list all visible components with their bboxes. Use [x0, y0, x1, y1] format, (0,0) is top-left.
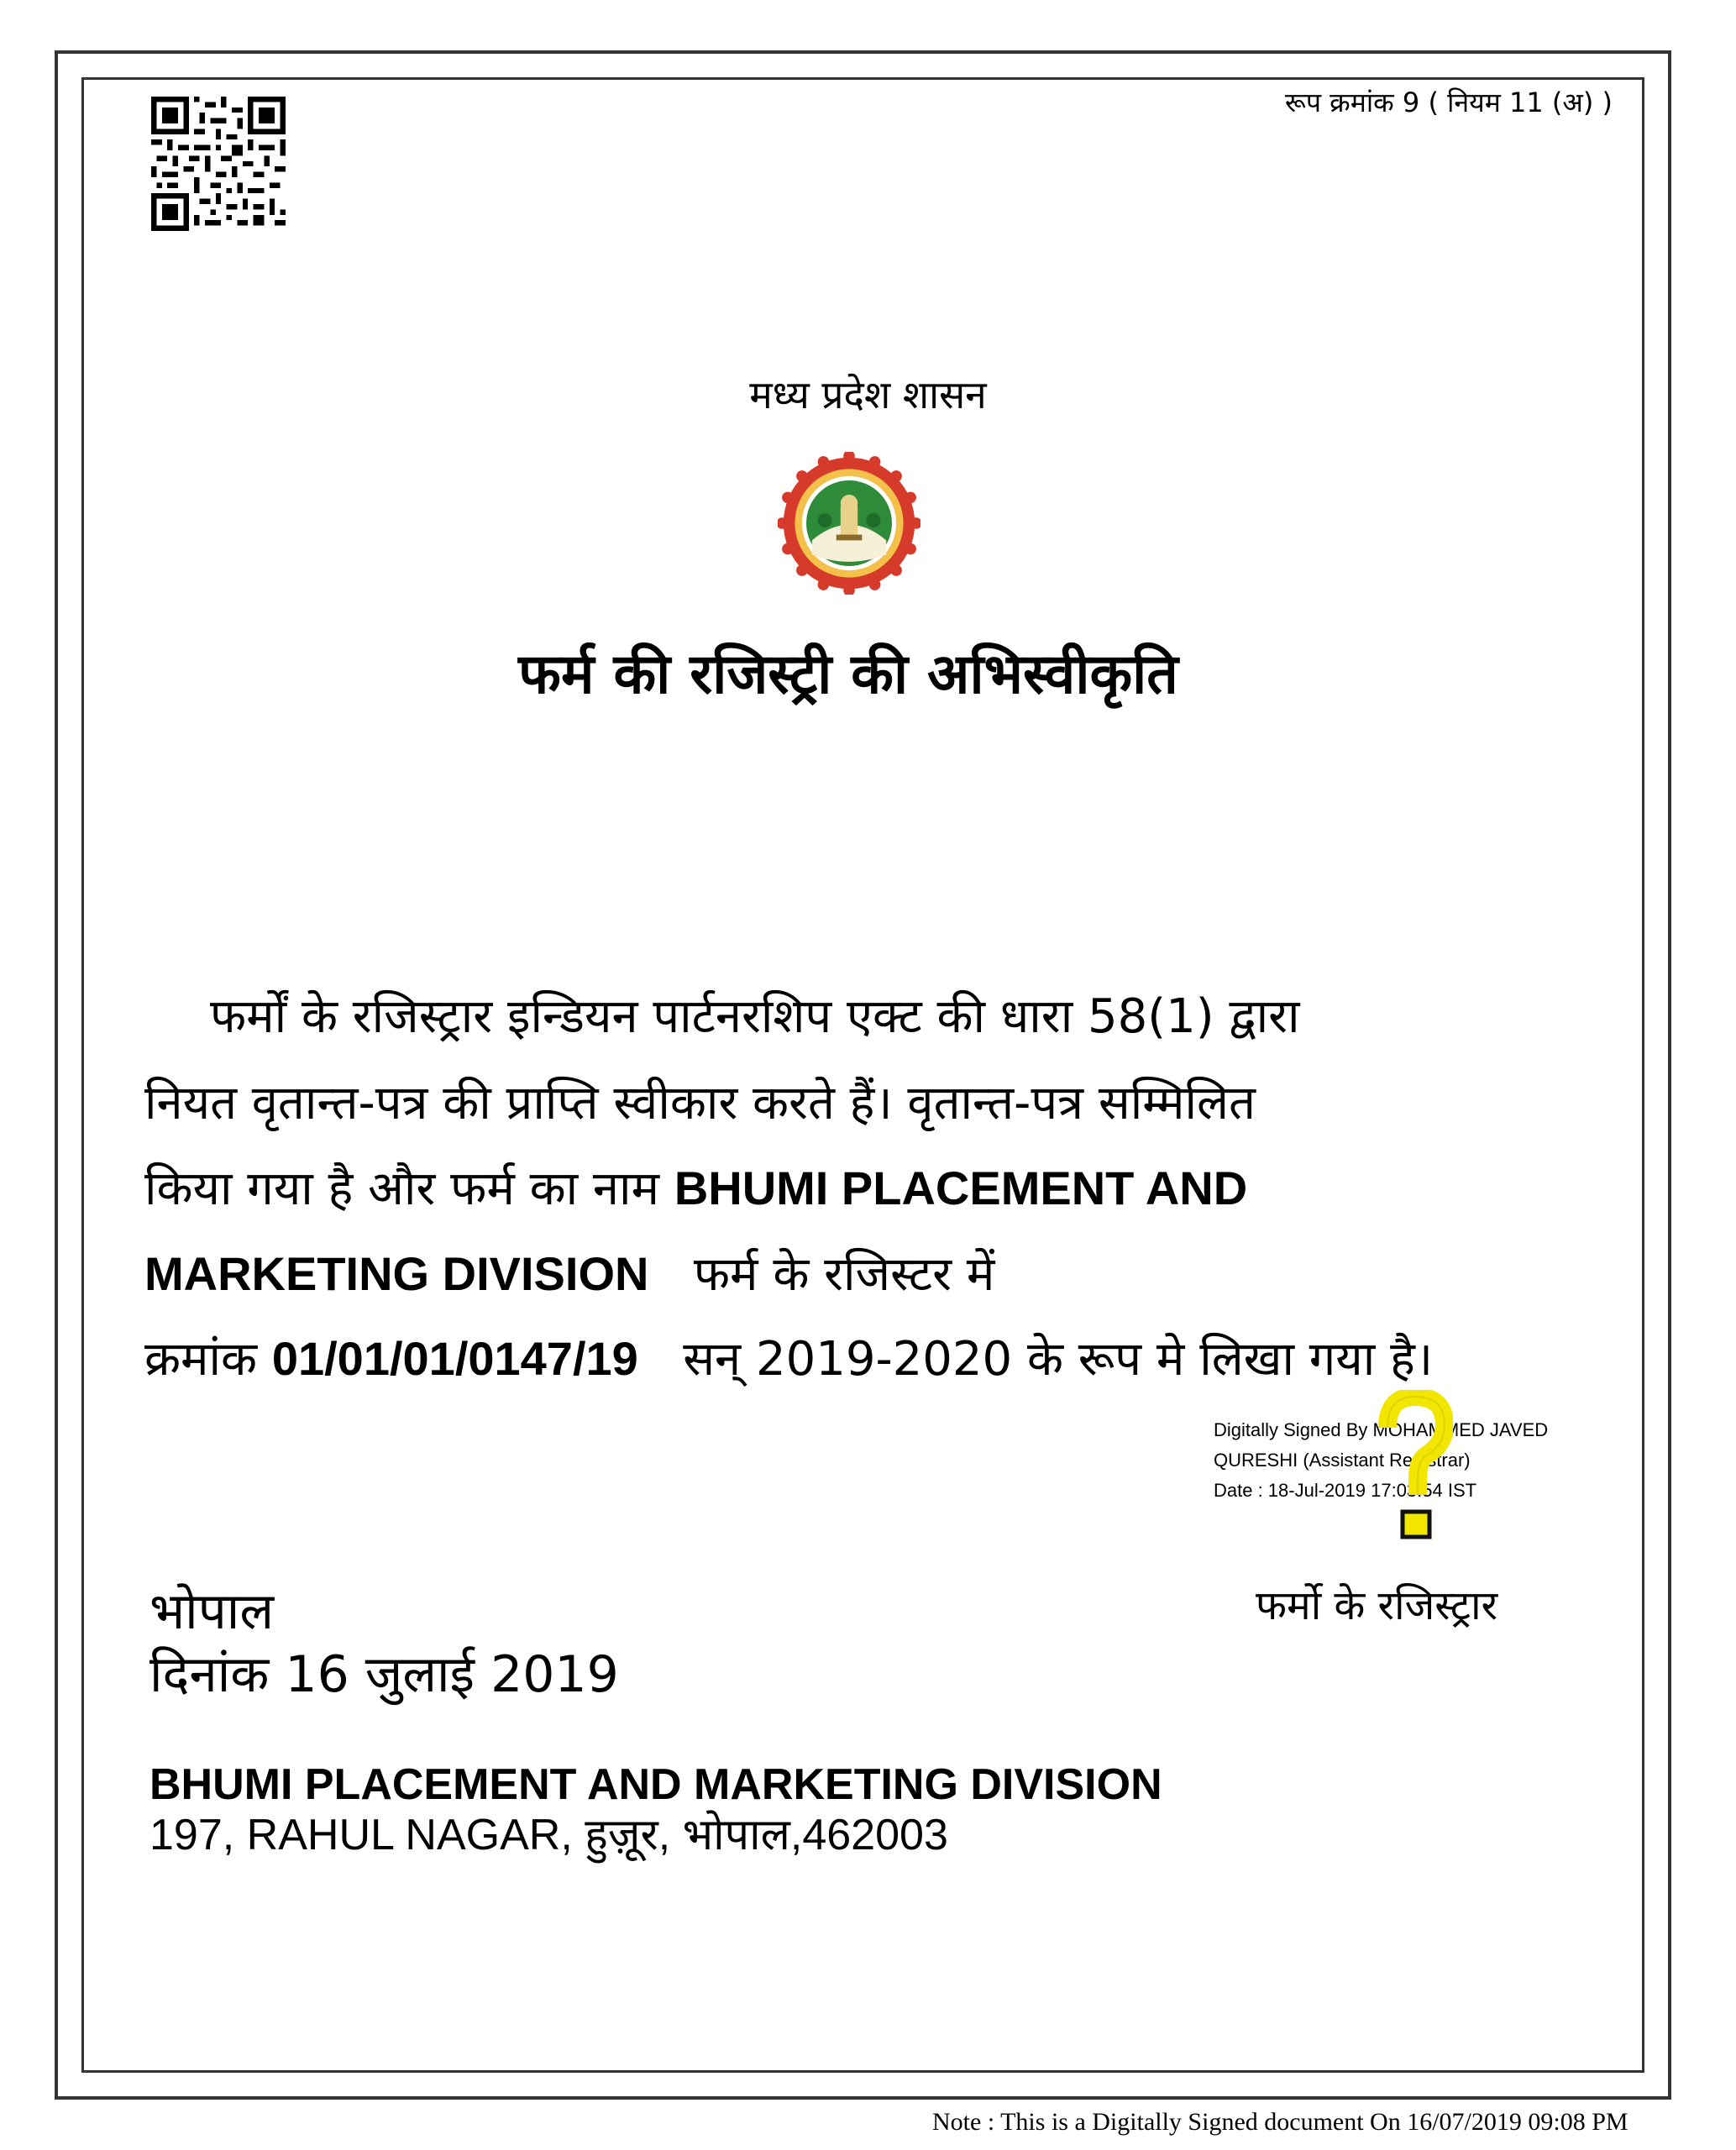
- body-line-4: [144, 1240, 994, 1304]
- registrar-label: फर्मो के रजिस्ट्रार: [1256, 1582, 1498, 1629]
- mp-state-emblem: [778, 452, 920, 595]
- year-text: सन् 2019-2020 के रूप मे लिखा गया है।: [683, 1332, 1434, 1387]
- signature-line-3: Date : 18-Jul-2019 17:03:54 IST: [1214, 1480, 1477, 1501]
- signature-validity-question-icon: [1377, 1390, 1453, 1550]
- body-line-3-text: किया गया है और फर्म का नाम: [144, 1162, 659, 1216]
- register-text: फर्म के रजिस्टर में: [693, 1247, 995, 1302]
- body-line-2: नियत वृतान्त-पत्र की प्राप्ति स्वीकार करते हैं। वृतान्त-पत्र सम्मिलित: [144, 1076, 1256, 1130]
- document-title: फर्म की रजिस्ट्री की अभिस्वीकृति: [518, 642, 1178, 706]
- form-number: रूप क्रमांक 9 ( नियम 11 (अ) ): [1284, 87, 1613, 118]
- firm-name-part-1: BHUMI PLACEMENT AND: [674, 1162, 1248, 1214]
- firm-name-part-2: MARKETING DIVISION: [144, 1247, 649, 1300]
- issue-date: दिनांक 16 जुलाई 2019: [149, 1645, 619, 1704]
- body-line-5: [144, 1325, 1433, 1389]
- footer-note: Note : This is a Digitally Signed document On 16/07/2019 09:08 PM: [932, 2108, 1628, 2136]
- serial-label: क्रमांक: [144, 1332, 258, 1387]
- signature-line-1: Digitally Signed By MOHAMMED JAVED: [1214, 1419, 1549, 1440]
- signature-line-2: QURESHI (Assistant Registrar): [1214, 1450, 1471, 1471]
- firm-name: BHUMI PLACEMENT AND MARKETING DIVISION: [149, 1760, 1162, 1809]
- firm-address: 197, RAHUL NAGAR, हुज़ूर, भोपाल,462003: [149, 1811, 948, 1859]
- place: भोपाल: [149, 1582, 275, 1641]
- body-line-1: फर्मों के रजिस्ट्रार इन्डियन पार्टनरशिप एक्ट की धारा 58(1) द्वारा: [210, 989, 1300, 1044]
- qr-code: [151, 97, 286, 231]
- body-line-3: [144, 1155, 1247, 1219]
- government-name: मध्य प्रदेश शासन: [749, 372, 987, 417]
- serial-number: 01/01/01/0147/19: [271, 1332, 638, 1385]
